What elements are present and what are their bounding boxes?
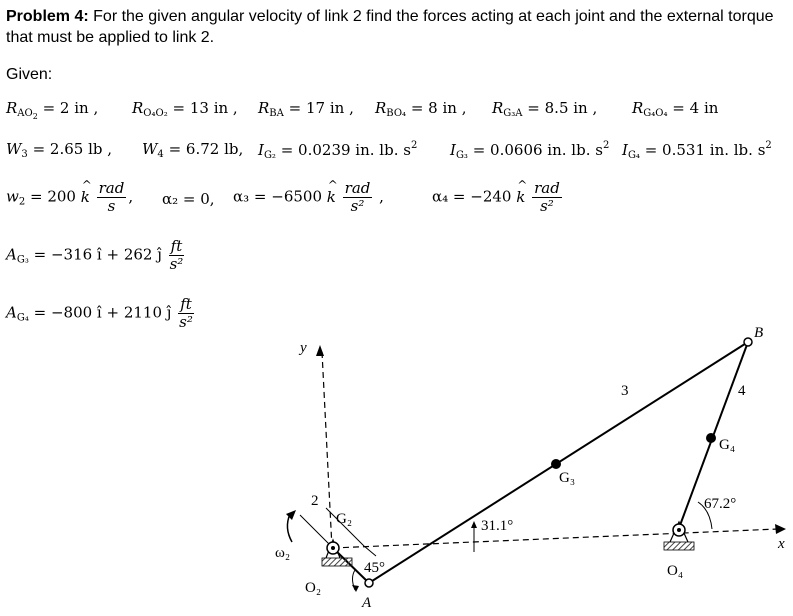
g2-label: G₂ xyxy=(336,511,353,527)
link-2-label: 2 xyxy=(311,493,319,509)
angle-31-arrow-icon xyxy=(471,521,477,528)
weight-w3: $W_3 = 2.65$ lb , xyxy=(6,140,113,160)
g2-bracket-tail xyxy=(364,546,376,556)
angle-31-label: 31.1° xyxy=(481,518,514,534)
g4-label: G₄ xyxy=(719,437,736,453)
omega2-label: ω₂ xyxy=(275,545,291,561)
y-axis-arrow-icon xyxy=(316,345,324,356)
o2-pivot-center xyxy=(331,546,335,550)
angle-45-arrow-icon xyxy=(352,585,359,592)
inertia-ig2: $I_{G_2} = 0.0239$ in. lb. $s^2$ xyxy=(258,140,418,161)
x-axis-line xyxy=(333,529,778,548)
length-r-g3a: $R_{G_3A} = 8.5$ in , xyxy=(492,99,598,119)
length-r-ao2: $R_{AO_2} = 2$ in , xyxy=(6,99,99,121)
inertia-ig3: $I_{G_3} = 0.0606$ in. lb. $s^2$ xyxy=(450,140,610,161)
length-r-g4o4: $R_{G_4O_4} = 4$ in xyxy=(632,99,719,119)
weight-w4: $W_4 = 6.72$ lb, xyxy=(142,140,244,160)
alpha3-value: α₃ = −6500 ^ k $\frac{\text{rad}}{\text{s²}}$ , xyxy=(233,180,384,215)
x-axis-arrow-icon xyxy=(775,524,786,534)
link-4-label: 4 xyxy=(738,383,746,399)
alpha4-value: α₄ = −240 ^ k $\frac{\text{rad}}{\text{s²}}$ xyxy=(432,180,564,215)
link-3-label: 3 xyxy=(621,383,629,399)
joint-b-label: B xyxy=(754,325,764,341)
given-label: Given: xyxy=(6,66,53,83)
accel-g4: $A_{G_4} = -800$ î + 2110 ĵ $\frac{ft}{\text{s²}}$ xyxy=(6,295,193,331)
o4-ground-hatch xyxy=(664,542,694,550)
o4-label: O₄ xyxy=(667,563,684,579)
g4-point xyxy=(706,433,716,443)
joint-b xyxy=(744,338,752,346)
angle-67-label: 67.2° xyxy=(704,496,737,512)
x-axis-label: x xyxy=(778,536,785,552)
link-2-extension xyxy=(300,515,333,548)
angle-45-label: 45° xyxy=(364,560,385,576)
accel-g3: $A_{G_3} = -316$ î + 262 ĵ $\frac{ft}{\text{s²}}$ xyxy=(6,237,184,273)
y-axis-line xyxy=(322,352,332,548)
y-axis-label: y xyxy=(300,340,307,356)
joint-a-label: A xyxy=(362,595,372,611)
o2-label: O₂ xyxy=(305,580,322,596)
problem-heading: Problem 4: xyxy=(6,8,89,25)
length-r-o4o2: $R_{O_4O_2} = 13$ in , xyxy=(132,99,238,119)
length-r-ba: $R_{BA} = 17$ in , xyxy=(258,99,354,119)
omega2-arrow-head-icon xyxy=(286,510,296,520)
g3-label: G₃ xyxy=(559,470,576,486)
joint-a xyxy=(365,579,373,587)
length-r-bo4: $R_{BO_4} = 8$ in , xyxy=(375,99,467,119)
g3-point xyxy=(551,459,561,469)
problem-text: For the given angular velocity of link 2 find the forces acting at each joint and the external torque that must be applied to link 2. xyxy=(6,8,774,46)
o2-ground-hatch xyxy=(322,558,352,566)
alpha2-value: α₂ = 0, xyxy=(162,190,215,208)
omega2-value: $w_2 = 200$ ^ k $\frac{\text{rad}}{s}$ , xyxy=(6,180,133,215)
inertia-ig4: $I_{G_4} = 0.531$ in. lb. $s^2$ xyxy=(622,140,772,161)
o4-pivot-center xyxy=(677,528,681,532)
